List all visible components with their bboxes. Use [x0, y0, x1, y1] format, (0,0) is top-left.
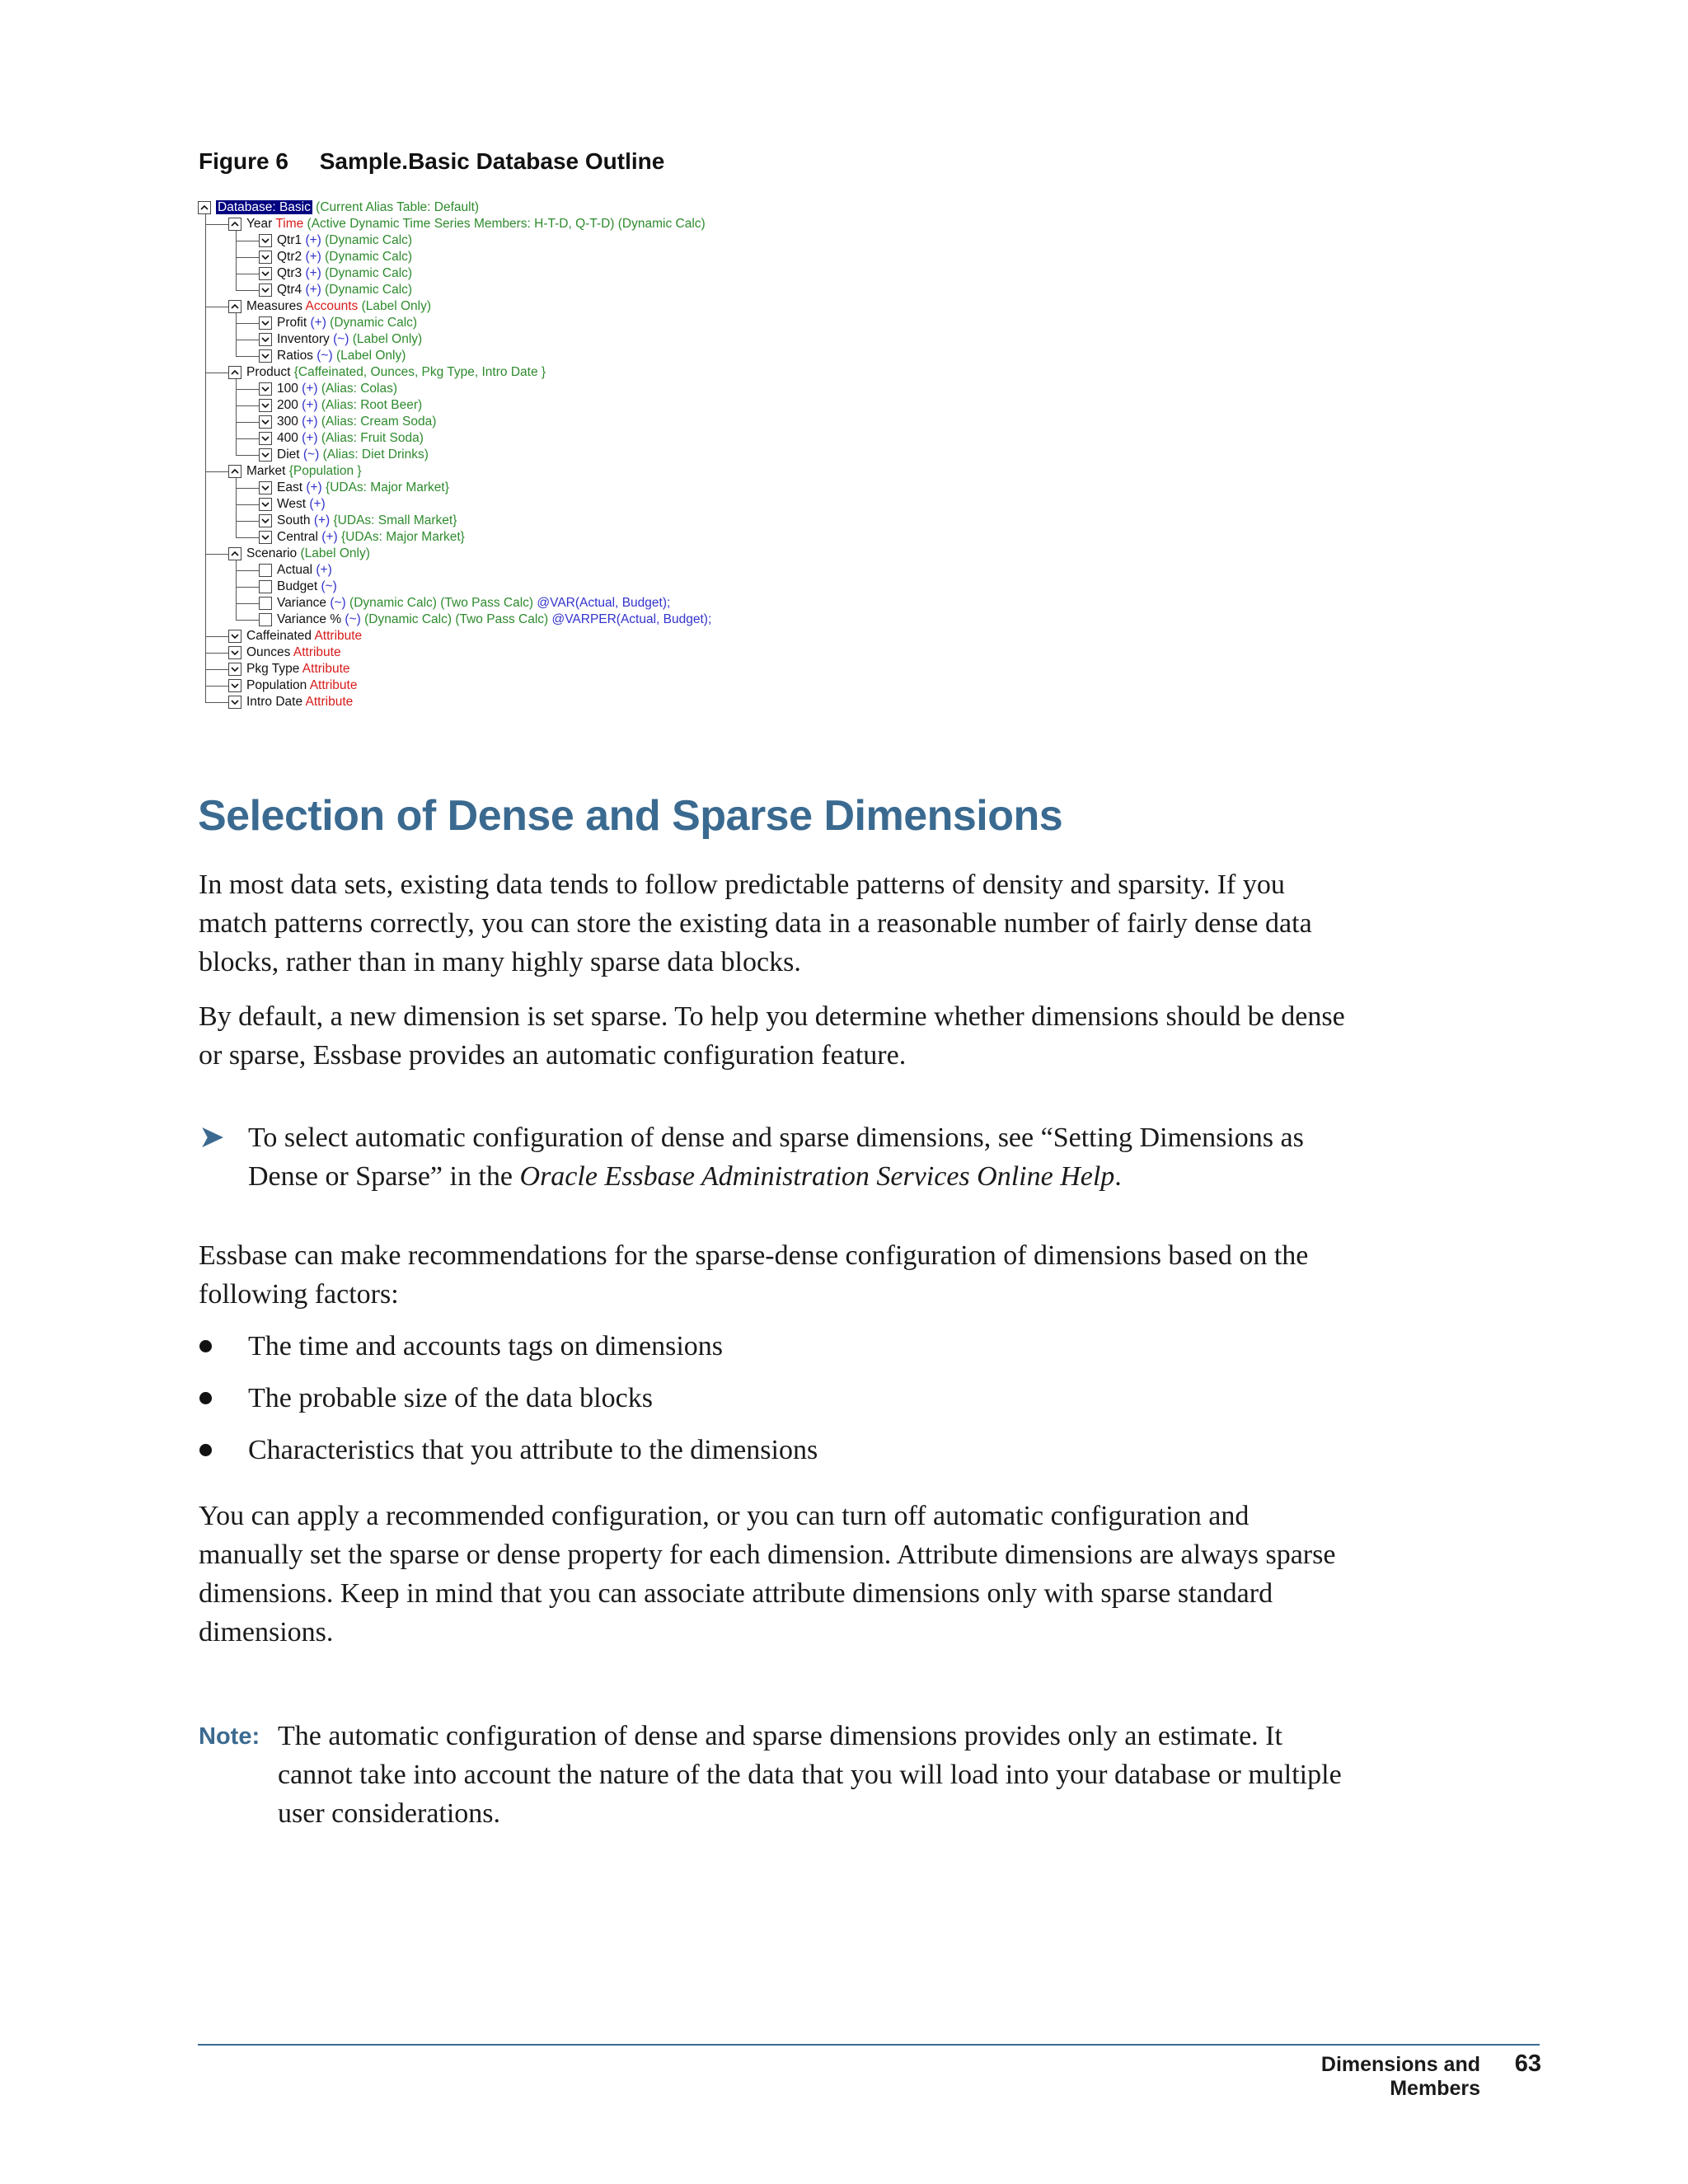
outline-row-label — [277, 496, 326, 513]
tree-connector — [236, 405, 259, 406]
expand-icon[interactable] — [259, 498, 272, 511]
expand-icon[interactable] — [228, 646, 241, 659]
expand-icon[interactable] — [259, 514, 272, 527]
figure-title: Sample.Basic Database Outline — [319, 148, 665, 174]
collapse-icon[interactable] — [228, 218, 241, 231]
tree-connector — [236, 478, 237, 537]
tree-connector — [236, 504, 259, 505]
outline-text-segment: Actual — [277, 563, 316, 577]
outline-text-segment: (~) — [321, 579, 337, 593]
outline-text-segment: (+) — [321, 530, 341, 544]
tree-connector — [205, 214, 206, 702]
list-item — [199, 1379, 818, 1431]
outline-text-segment: Attribute — [314, 629, 363, 643]
outline-row-label — [277, 529, 465, 546]
outline-row-label — [277, 480, 449, 496]
outline-text-segment: Accounts — [305, 299, 362, 313]
expand-icon[interactable] — [259, 349, 272, 363]
outline-row-label — [277, 579, 337, 595]
outline-text-segment: (Current Alias Table: Default) — [312, 200, 480, 214]
outline-text-segment: (+) — [305, 283, 326, 297]
outline-row-label — [277, 414, 436, 430]
bullet-icon — [199, 1340, 212, 1352]
outline-text-segment: (+) — [305, 233, 326, 247]
leaf-box-icon — [259, 564, 272, 577]
outline-text-segment: Scenario — [246, 546, 301, 560]
outline-text-segment: 200 — [277, 398, 302, 412]
tree-connector — [236, 455, 259, 456]
expand-icon[interactable] — [228, 663, 241, 676]
outline-text-segment: Population — [246, 678, 310, 692]
outline-text-segment: 100 — [277, 382, 302, 396]
expand-icon[interactable] — [259, 382, 272, 396]
outline-row-label — [277, 315, 417, 331]
tree-connector — [236, 537, 259, 538]
outline-text-segment: (+) — [316, 563, 332, 577]
outline-text-segment: Qtr2 — [277, 250, 306, 264]
tree-connector — [236, 379, 237, 455]
outline-text-segment: (Label Only) — [352, 332, 423, 346]
outline-text-segment: (+) — [306, 480, 326, 494]
tree-connector — [236, 422, 259, 423]
outline-row-label — [277, 513, 457, 529]
tree-connector — [236, 570, 259, 571]
outline-text-segment: (+) — [310, 316, 331, 330]
outline-row-label — [246, 694, 353, 710]
expand-icon[interactable] — [259, 481, 272, 494]
outline-text-segment: Pkg Type — [246, 662, 302, 676]
paragraph-apply-configuration: You can apply a recommended configuration, or you can turn off automatic configuration and manually set the sparse or dense property for each dimension. Attribute dimensions are always sparse dimensions. Keep in mind that you can associate attribute dimensions only with sparse standard dimensions. — [199, 1501, 1336, 1647]
outline-row-label — [277, 249, 412, 265]
outline-text-segment: Attribute — [293, 645, 341, 659]
tree-connector — [236, 323, 259, 324]
leaf-box-icon — [259, 580, 272, 593]
outline-text-segment: Time — [275, 217, 307, 231]
outline-text-segment: (Dynamic Calc) — [325, 233, 413, 247]
tree-connector — [205, 471, 228, 472]
list-item — [199, 1431, 818, 1483]
expand-icon[interactable] — [259, 251, 272, 264]
outline-text-segment: Variance % — [277, 612, 345, 626]
outline-text-segment: {UDAs: Small Market} — [333, 513, 457, 527]
tree-connector — [236, 389, 259, 390]
procedure-end: . — [1114, 1161, 1122, 1192]
expand-icon[interactable] — [259, 267, 272, 280]
leaf-box-icon — [259, 597, 272, 610]
outline-row-label — [246, 628, 362, 644]
outline-row-label — [246, 661, 350, 677]
outline-text-segment: {Caffeinated, Ounces, Pkg Type, Intro Date } — [293, 365, 546, 379]
collapse-icon[interactable] — [228, 465, 241, 478]
outline-row-label — [277, 331, 422, 348]
expand-icon[interactable] — [259, 333, 272, 346]
tree-connector — [205, 636, 228, 637]
expand-icon[interactable] — [228, 679, 241, 692]
outline-row-label — [277, 595, 670, 612]
outline-text-segment: (Dynamic Calc) (Two Pass Calc) — [349, 596, 537, 610]
outline-row-label — [277, 447, 429, 463]
outline-text-segment: Intro Date — [246, 695, 306, 709]
outline-row-label — [277, 430, 424, 447]
outline-text-segment: (+) — [302, 431, 321, 445]
outline-text-segment: Caffeinated — [246, 629, 315, 643]
outline-text-segment: (Alias: Cream Soda) — [321, 415, 437, 429]
outline-text-segment: (+) — [309, 497, 326, 511]
outline-text-segment: {UDAs: Major Market} — [340, 530, 465, 544]
leaf-box-icon — [259, 613, 272, 626]
outline-text-segment: (+) — [302, 398, 321, 412]
figure-caption — [199, 148, 664, 175]
outline-row-label — [277, 612, 711, 628]
outline-text-segment: (~) — [333, 332, 353, 346]
outline-text-segment: (Dynamic Calc) — [330, 316, 418, 330]
expand-icon[interactable] — [259, 284, 272, 297]
outline-row-label — [246, 298, 431, 315]
collapse-icon[interactable] — [228, 547, 241, 560]
outline-text-segment: 300 — [277, 415, 302, 429]
outline-text-segment: Attribute — [302, 662, 350, 676]
tree-connector — [205, 224, 228, 225]
expand-icon[interactable] — [228, 630, 241, 643]
bullet-icon — [199, 1444, 212, 1456]
outline-text-segment: (Label Only) — [300, 546, 370, 560]
tree-connector — [236, 356, 259, 357]
procedure-text: To select automatic configuration of dense and sparse dimensions, see “Setting Dimensions as Dense or Sparse” in the — [248, 1122, 1304, 1192]
list-item-text: Characteristics that you attribute to the dimensions — [248, 1435, 818, 1465]
outline-row-label — [216, 199, 479, 216]
expand-icon[interactable] — [259, 448, 272, 462]
outline-text-segment: Profit — [277, 316, 311, 330]
outline-row-label — [277, 562, 332, 579]
outline-text-segment: (Dynamic Calc) (Two Pass Calc) — [364, 612, 552, 626]
outline-text-segment: Central — [277, 530, 322, 544]
outline-text-segment: (+) — [305, 250, 326, 264]
footer-divider — [198, 2044, 1540, 2046]
procedure-reference: Oracle Essbase Administration Services Online Help — [519, 1161, 1115, 1192]
outline-row-label — [277, 348, 406, 364]
outline-text-segment: (Alias: Fruit Soda) — [321, 431, 424, 445]
tree-connector — [236, 313, 237, 356]
outline-text-segment: Ounces — [246, 645, 293, 659]
outline-text-segment: @VARPER(Actual, Budget); — [551, 612, 712, 626]
outline-row-label — [246, 216, 706, 232]
outline-text-segment: Qtr1 — [277, 233, 306, 247]
outline-text-segment: @VAR(Actual, Budget); — [537, 596, 671, 610]
tree-connector — [236, 290, 259, 291]
collapse-icon[interactable] — [198, 201, 211, 214]
list-item — [199, 1327, 818, 1379]
note-label: Note: — [199, 1723, 260, 1750]
paragraph-default-sparse: By default, a new dimension is set sparse. To help you determine whether dimensions should be dense or sparse, Essbase provides an automatic configuration feature. — [199, 1001, 1345, 1071]
collapse-icon[interactable] — [228, 300, 241, 313]
expand-icon[interactable] — [259, 316, 272, 330]
outline-text-segment: (+) — [302, 382, 321, 396]
outline-text-segment: (Alias: Colas) — [321, 382, 398, 396]
outline-text-segment: Budget — [277, 579, 321, 593]
selected-database-label: Database: Basic — [218, 200, 311, 214]
footer-title: Dimensions and Members — [1320, 2053, 1480, 2100]
outline-row-label — [277, 397, 422, 414]
outline-text-segment: (Alias: Root Beer) — [321, 398, 423, 412]
figure-number: Figure 6 — [199, 148, 288, 174]
note-block — [199, 1717, 1353, 1833]
expand-icon[interactable] — [259, 234, 272, 247]
expand-icon[interactable] — [259, 399, 272, 412]
outline-text-segment: {UDAs: Major Market} — [326, 480, 449, 494]
procedure-arrow-icon: ➤ — [199, 1120, 225, 1155]
expand-icon[interactable] — [259, 415, 272, 429]
outline-text-segment: West — [277, 497, 310, 511]
outline-text-segment: Year — [246, 217, 276, 231]
outline-text-segment: 400 — [277, 431, 302, 445]
expand-icon[interactable] — [259, 531, 272, 544]
outline-text-segment: South — [277, 513, 314, 527]
outline-row-label — [246, 677, 357, 694]
outline-text-segment: (+) — [302, 415, 321, 429]
tree-connector — [236, 231, 237, 290]
tree-connector — [236, 488, 259, 489]
outline-text-segment: Qtr4 — [277, 283, 306, 297]
tree-connector — [236, 438, 259, 439]
tree-connector — [236, 587, 259, 588]
outline-text-segment: Product — [246, 365, 294, 379]
outline-row-label — [277, 282, 412, 298]
outline-row-label — [246, 463, 362, 480]
section-title: Selection of Dense and Sparse Dimensions — [198, 792, 1063, 840]
outline-text-segment: Measures — [246, 299, 306, 313]
outline-text-segment: Qtr3 — [277, 266, 306, 280]
outline-text-segment: Inventory — [277, 332, 334, 346]
tree-connector — [236, 603, 259, 604]
bullet-icon — [199, 1392, 212, 1404]
outline-row-label — [277, 381, 397, 397]
outline-text-segment: (~) — [330, 596, 350, 610]
database-outline-tree — [198, 199, 758, 719]
tree-connector — [236, 560, 237, 620]
outline-text-segment: Market — [246, 464, 289, 478]
outline-text-segment: Diet — [277, 448, 303, 462]
outline-row-label — [277, 265, 412, 282]
tree-connector — [236, 620, 259, 621]
procedure-step — [199, 1118, 1353, 1196]
outline-text-segment: (+) — [313, 513, 334, 527]
outline-text-segment: (~) — [302, 448, 323, 462]
collapse-icon[interactable] — [228, 366, 241, 379]
outline-text-segment: (Label Only) — [361, 299, 432, 313]
outline-row-label — [246, 364, 546, 381]
outline-row-label — [246, 644, 341, 661]
outline-text-segment: (+) — [305, 266, 326, 280]
paragraph-recommendations: Essbase can make recommendations for the sparse-dense configuration of dimensions based on the following factors: — [199, 1240, 1309, 1310]
outline-text-segment: {Population } — [288, 464, 362, 478]
outline-text-segment: Attribute — [309, 678, 358, 692]
outline-text-segment: (Alias: Diet Drinks) — [322, 448, 429, 462]
outline-text-segment: (Active Dynamic Time Series Members: H-T-D, Q-T-D) (Dynamic Calc) — [307, 217, 706, 231]
tree-connector — [205, 653, 228, 654]
note-text: The automatic configuration of dense and sparse dimensions provides only an estimate. It cannot take into account the nature of the data that you will load into your database or multiple user considerations. — [278, 1721, 1342, 1829]
list-item-text: The probable size of the data blocks — [248, 1383, 653, 1413]
expand-icon[interactable] — [259, 432, 272, 445]
outline-text-segment: Variance — [277, 596, 331, 610]
tree-connector — [205, 669, 228, 670]
tree-connector — [236, 257, 259, 258]
page-number: 63 — [1514, 2050, 1541, 2077]
outline-text-segment: East — [277, 480, 307, 494]
outline-text-segment: Ratios — [277, 349, 317, 363]
outline-text-segment: (Label Only) — [335, 349, 406, 363]
tree-connector — [205, 702, 228, 703]
expand-icon[interactable] — [228, 696, 241, 709]
outline-text-segment: (Dynamic Calc) — [325, 250, 413, 264]
outline-row-label — [246, 546, 370, 562]
list-item-text: The time and accounts tags on dimensions — [248, 1331, 723, 1361]
outline-text-segment: (Dynamic Calc) — [325, 266, 413, 280]
tree-connector — [205, 554, 228, 555]
outline-text-segment: (~) — [345, 612, 365, 626]
tree-connector — [236, 521, 259, 522]
factors-list — [199, 1327, 818, 1483]
outline-text-segment: (Dynamic Calc) — [325, 283, 413, 297]
tree-connector — [205, 686, 228, 687]
outline-text-segment: (~) — [316, 349, 336, 363]
outline-text-segment: Attribute — [305, 695, 354, 709]
paragraph-density-patterns: In most data sets, existing data tends to follow predictable patterns of density and sparsity. If you match patterns correctly, you can store the existing data in a reasonable number of fairly dense data blocks, rather than in many highly sparse data blocks. — [199, 869, 1312, 977]
outline-row-label — [277, 232, 412, 249]
